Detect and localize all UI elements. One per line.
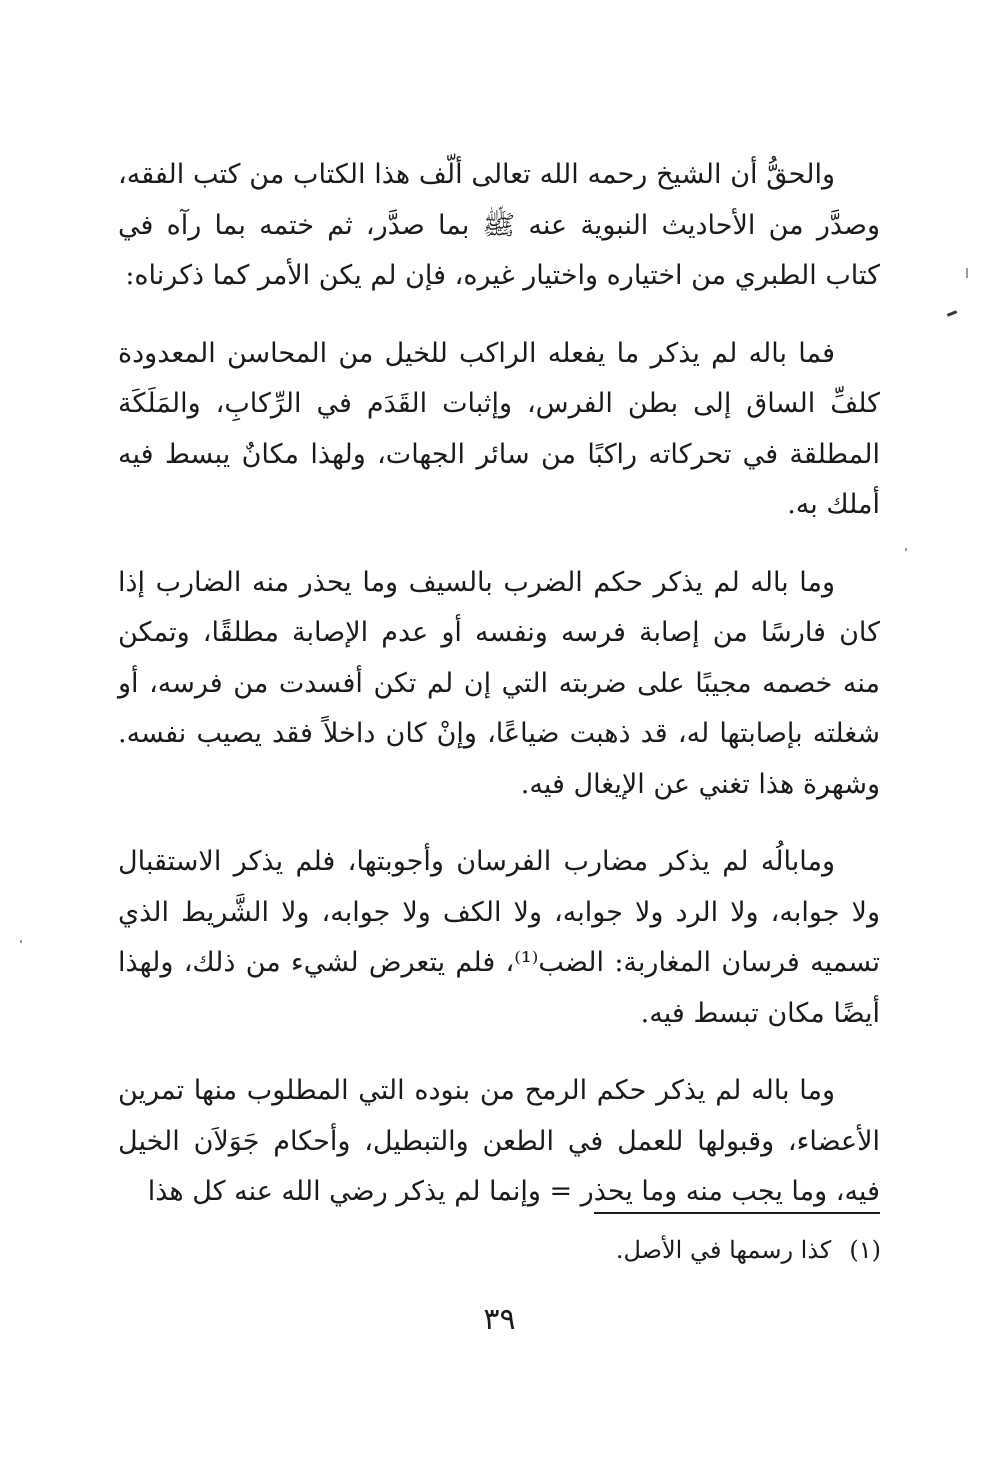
scan-speck [905, 548, 907, 551]
footnote-text: كذا رسمها في الأصل. [615, 1236, 832, 1264]
scan-speck [966, 268, 968, 278]
paragraph: فما باله لم يذكر ما يفعله الراكب للخيل من المحاسن المعدودة كلفِّ الساق إلى بطن الفرس، وإثبات القَدَم في الرِّكابِ، والمَلَكَة المطلقة في تحركاته راكبًا من سائر الجهات، ولهذا مكانٌ يبسط فيه أملك به. [118, 337, 880, 520]
paragraph: وما باله لم يذكر حكم الرمح من بنوده التي المطلوب منها تمرين الأعضاء، وقبولها للعمل في الطعن والتبطيل، وأحكام جَوَلاَن الخيل فيه، وما يجب منه وما يحذر = وإنما لم يذكر رضي الله عنه كل هذا [118, 1075, 880, 1207]
footnote-number: (١) [849, 1236, 881, 1264]
scan-speck [20, 940, 22, 943]
footnote-separator [594, 1212, 880, 1214]
page-number: ٣٩ [483, 1302, 516, 1337]
footnote [616, 1230, 881, 1270]
scan-speck [947, 310, 957, 317]
paragraph: والحقُّ أن الشيخ رحمه الله تعالى ألّف هذا الكتاب من كتب الفقه، وصدَّر من الأحاديث النبوية عنه ﷺ بما صدَّر، ثم ختمه بما رآه في كتاب الطبري من اختياره واختيار غيره، فإن لم يكن الأمر كما ذكرناه: [118, 159, 880, 291]
main-text [118, 150, 880, 1245]
paragraph: ومابالُه لم يذكر مضارب الفرسان وأجوبتها، فلم يذكر الاستقبال ولا جوابه، ولا الرد ولا جوابه، ولا الكف ولا جوابه، ولا الشَّريط الذي تسميه فرسان المغاربة: الضب⁽¹⁾، فلم يتعرض لشيء من ذلك، ولهذا أيضًا مكان تبسط فيه. [118, 846, 880, 1029]
paragraph: وما باله لم يذكر حكم الضرب بالسيف وما يحذر منه الضارب إذا كان فارسًا من إصابة فرسه ونفسه أو عدم الإصابة مطلقًا، وتمكن منه خصمه مجيبًا على ضربته التي إن لم تكن أفسدت من فرسه، أو شغلته بإصابتها له، قد ذهبت ضياعًا، وإنْ كان داخلاً فقد يصيب نفسه. وشهرة هذا تغني عن الإيغال فيه. [118, 566, 880, 800]
